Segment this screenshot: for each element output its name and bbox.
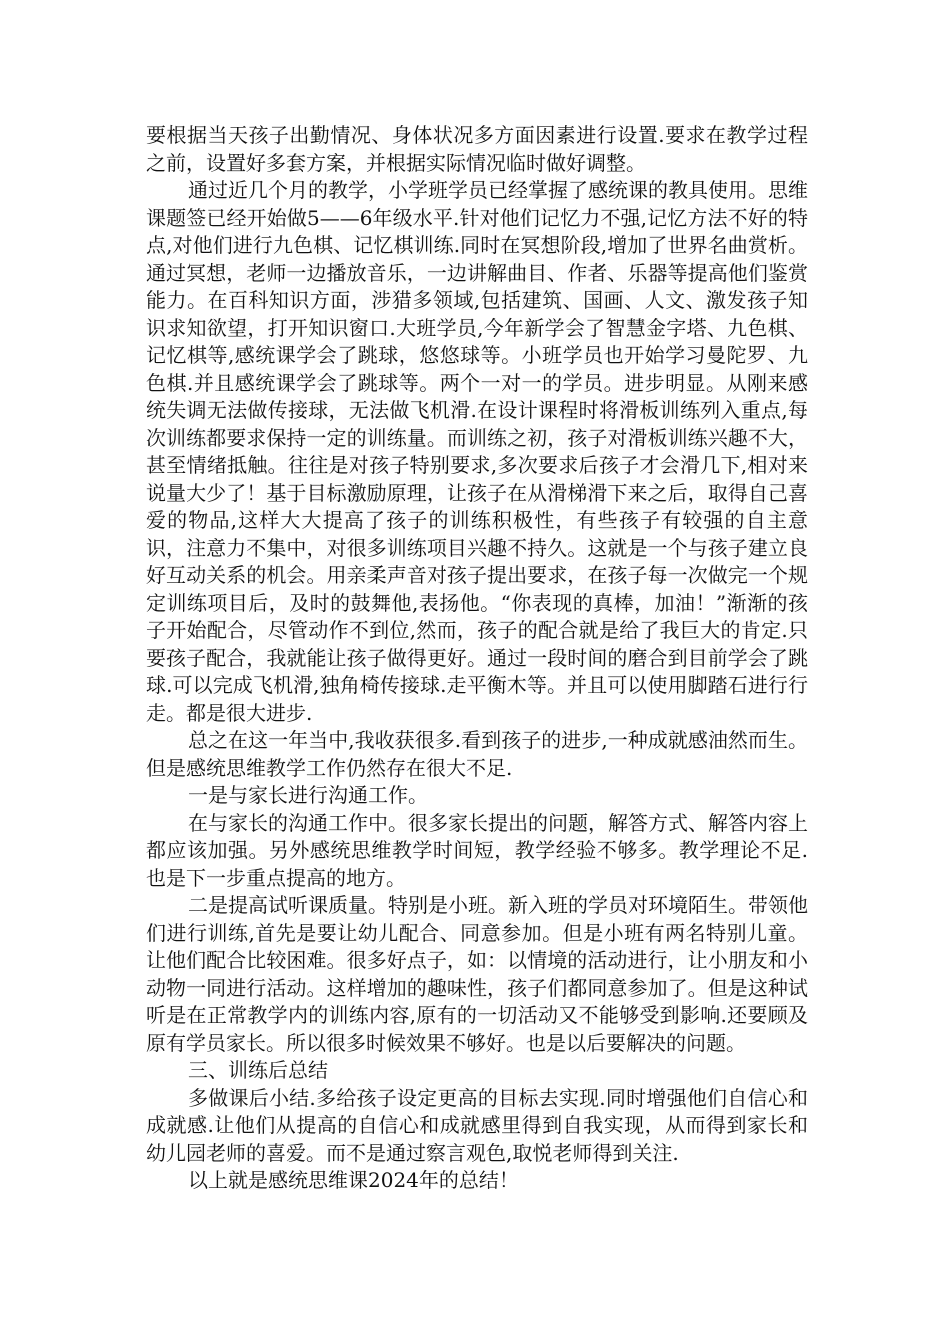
paragraph-4: 在与家长的沟通工作中。很多家长提出的问题，解答方式、解答内容上都应该加强。另外感统思维教学时间短，教学经验不够多。教学理论不足.也是下一步重点提高的地方。 — [146, 810, 808, 890]
section-heading-3: 三、训练后总结 — [188, 1058, 328, 1082]
closing-line: 以上就是感统思维课2024年的总结！ — [188, 1168, 519, 1192]
document-page — [146, 122, 808, 1195]
paragraph-5: 二是提高试听课质量。特别是小班。新入班的学员对环境陌生。带领他们进行训练,首先是要让幼儿配合、同意参加。但是小班有两名特别儿童。让他们配合比较困难。很多好点子，如：以情境的活动进行，让小朋友和小动物一同进行活动。这样增加的趣味性，孩子们都同意参加了。但是这种试听是在正常教学内的训练内容,原有的一切活动又不能够受到影响.还要顾及原有学员家长。所以很多时候效果不够好。也是以后要解决的问题。 — [146, 893, 808, 1055]
paragraph-3: 总之在这一年当中,我收获很多.看到孩子的进步,一种成就感油然而生。但是感统思维教学工作仍然存在很大不足. — [146, 728, 808, 780]
paragraph-2: 通过近几个月的教学，小学班学员已经掌握了感统课的教具使用。思维课题签已经开始做5——6年级水平.针对他们记忆力不强,记忆方法不好的特点,对他们进行九色棋、记忆棋训练.同时在冥想阶段,增加了世界名曲赏析。通过冥想，老师一边播放音乐，一边讲解曲目、作者、乐器等提高他们鉴赏能力。在百科知识方面，涉猎多领域,包括建筑、国画、人文、激发孩子知识求知欲望，打开知识窗口.大班学员,今年新学会了智慧金字塔、九色棋、记忆棋等,感统课学会了跳球，悠悠球等。小班学员也开始学习曼陀罗、九色棋.并且感统课学会了跳球等。两个一对一的学员。进步明显。从刚来感统失调无法做传接球，无法做飞机滑.在设计课程时将滑板训练列入重点,每次训练都要求保持一定的训练量。而训练之初，孩子对滑板训练兴趣不大，甚至情绪抵触。往往是对孩子特别要求,多次要求后孩子才会滑几下,相对来说量大少了！基于目标激励原理，让孩子在从滑梯滑下来之后，取得自己喜爱的物品,这样大大提高了孩子的训练积极性，有些孩子有较强的自主意识，注意力不集中，对很多训练项目兴趣不持久。这就是一个与孩子建立良好互动关系的机会。用亲柔声音对孩子提出要求，在孩子每一次做完一个规定训练项目后，及时的鼓舞他,表扬他。“你表现的真棒，加油！”渐渐的孩子开始配合，尽管动作不到位,然而，孩子的配合就是给了我巨大的肯定.只要孩子配合，我就能让孩子做得更好。通过一段时间的磨合到目前学会了跳球.可以完成飞机滑,独角椅传接球.走平衡木等。并且可以使用脚踏石进行行走。都是很大进步. — [146, 178, 808, 725]
paragraph-6: 多做课后小结.多给孩子设定更高的目标去实现.同时增强他们自信心和成就感.让他们从提高的自信心和成就感里得到自我实现，从而得到家长和幼儿园老师的喜爱。而不是通过察言观色,取悦老师得到关注. — [146, 1085, 808, 1165]
section-heading-1: 一是与家长进行沟通工作。 — [188, 783, 428, 807]
paragraph-1: 要根据当天孩子出勤情况、身体状况多方面因素进行设置.要求在教学过程之前，设置好多套方案，并根据实际情况临时做好调整。 — [146, 123, 808, 175]
